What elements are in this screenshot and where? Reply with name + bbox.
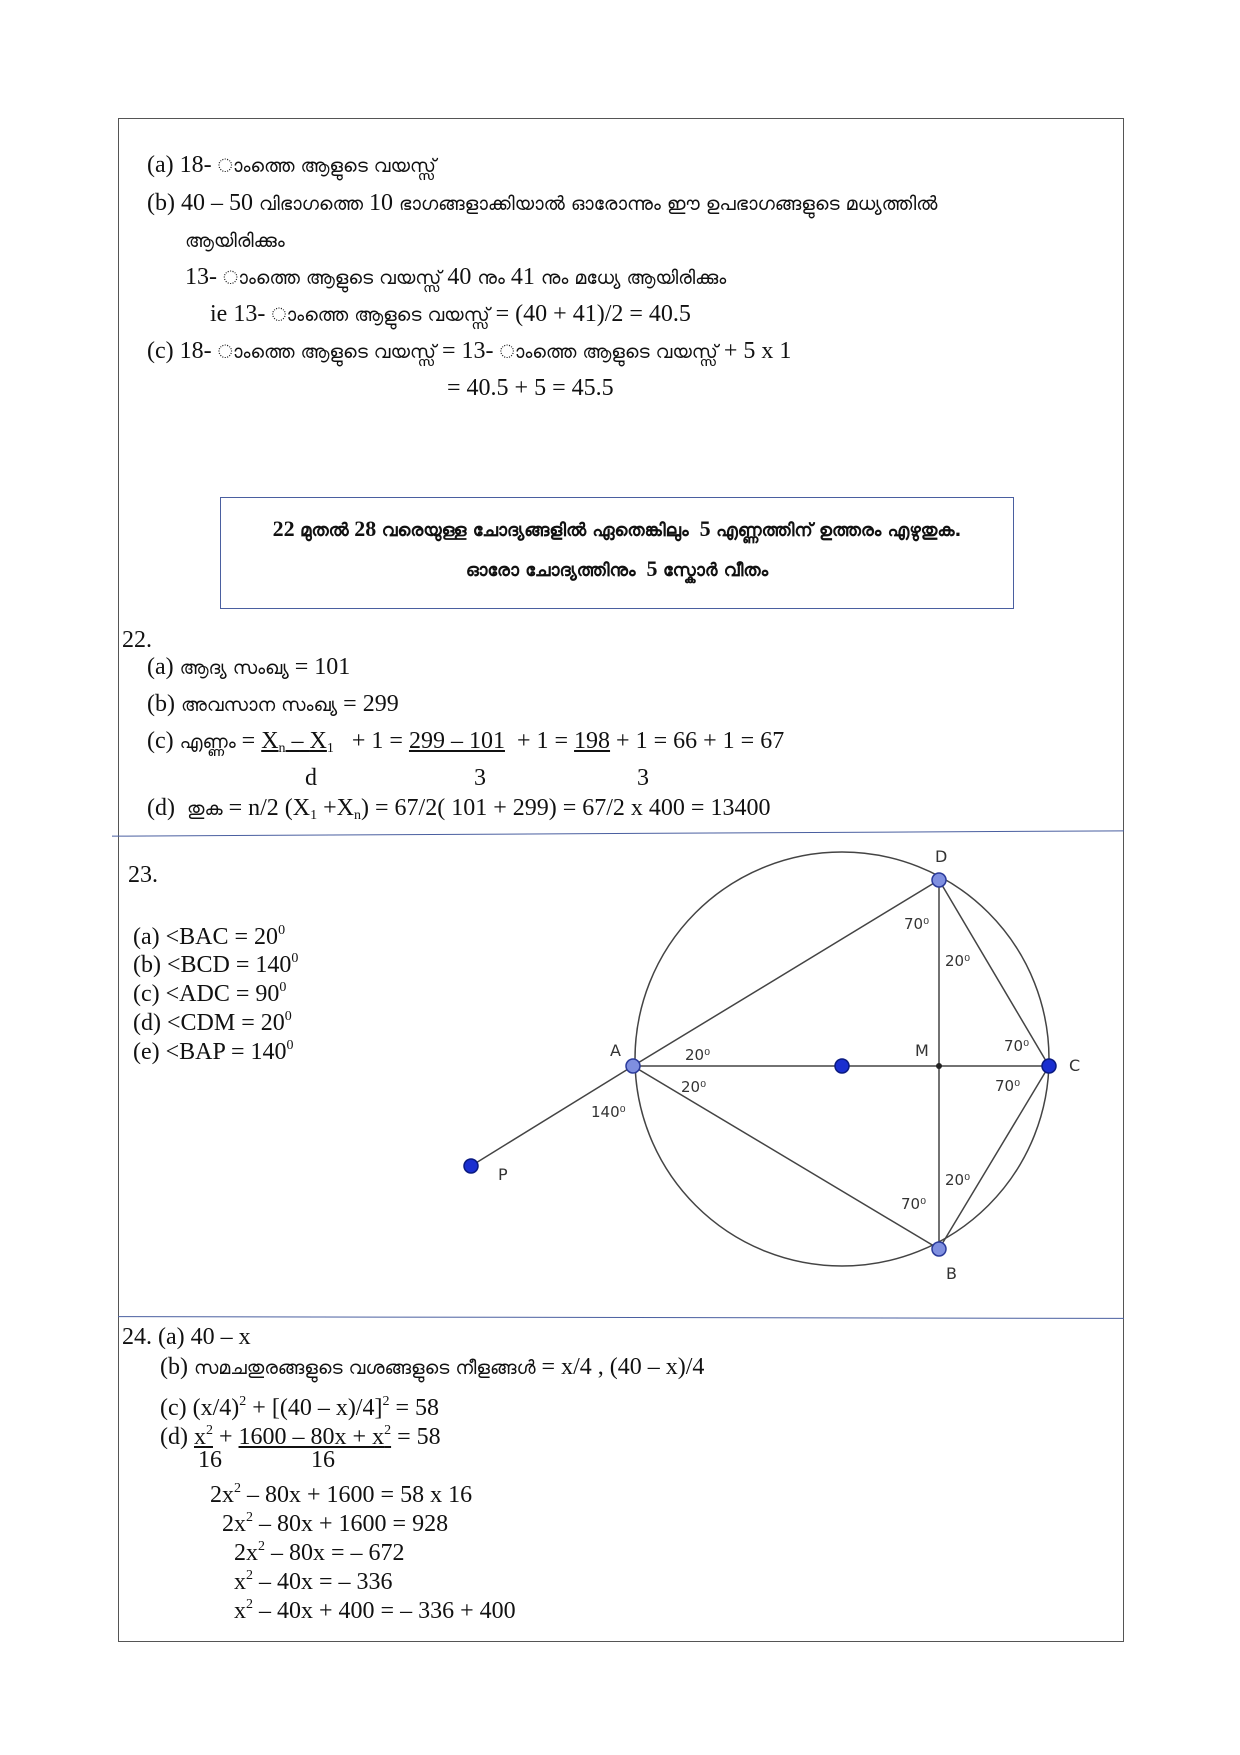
q22-den3: 3 xyxy=(637,765,649,791)
label-a: A xyxy=(610,1041,621,1060)
q24-a: 24. (a) 40 – x xyxy=(122,1324,251,1350)
q24-step-3: $2x^2 - 80x$ = – 672 xyxy=(234,1539,405,1566)
instruction-line-1: 22 മുതൽ 28 വരെയുള്ള ചോദ്യങ്ങളിൽ ഏതെങ്കിലും 5 എണ്ണത്തിന് ഉത്തരം എഴുതുക. xyxy=(272,516,962,541)
sec21-c-line2: = 40.5 + 5 = 45.5 xyxy=(447,375,614,401)
q24-step-5: $x^2 - 40x + 400$ = – 336 + 400 xyxy=(234,1597,516,1624)
label-m: M xyxy=(915,1041,929,1060)
point-a xyxy=(626,1059,640,1073)
q24-step-4: $x^2 - 40x$ = – 336 xyxy=(234,1568,393,1595)
instruction-line-2: ഓരോ ചോദ്യത്തിനും 5 സ്കോർ വീതം xyxy=(465,556,769,581)
angle-d-right: 20⁰ xyxy=(945,952,971,970)
q24-c: (c) $(x/4)^2 + [(40 - x)/4]^2 = 58$ xyxy=(160,1394,440,1421)
q23-answer: $(b) <BCD = 140^0$ xyxy=(133,951,299,978)
center-point xyxy=(835,1059,849,1073)
label-p: P xyxy=(498,1165,508,1184)
line-ad xyxy=(633,880,939,1066)
q22-frac1-num: $X_n - X_1$ xyxy=(261,728,334,756)
angle-d-left: 70⁰ xyxy=(904,915,930,933)
q24-den1: 16 xyxy=(198,1447,222,1473)
angle-b-right: 20⁰ xyxy=(945,1171,971,1189)
q23-answer: $(a) <BAC = 20^0$ xyxy=(133,923,286,950)
q22-b: (b) അവസാന സംഖ്യ = 299 xyxy=(147,691,399,717)
q23-answer: $(c) <ADC = 90^0$ xyxy=(133,980,287,1007)
q22-a: (a) ആദ്യ സംഖ്യ = 101 xyxy=(147,654,351,680)
angle-c-top: 70⁰ xyxy=(1004,1037,1030,1055)
point-c xyxy=(1042,1059,1056,1073)
q22-c: (c) എണ്ണം = $X_n - X_1$ + 1 = 299 – 101 + 1 = 198 + 1 = 66 + 1 = 67 xyxy=(147,728,785,756)
q23-answer: $(e) <BAP = 140^0$ xyxy=(133,1038,294,1065)
q22-d: (d) തുക = n/2 $(X_1 +X_n) = 67/2$( 101 + 299) = 67/2 x 400 = 13400 xyxy=(147,795,771,823)
q23-answer: $(d) <CDM = 20^0$ xyxy=(133,1009,292,1036)
angle-a-exterior: 140⁰ xyxy=(591,1103,626,1121)
sec21-c: (c) 18- ാംത്തെ ആളുടെ വയസ്സ് = 13- ാംത്തെ ആളുടെ വയസ്സ് + 5 x 1 xyxy=(147,338,792,364)
point-m xyxy=(936,1063,942,1069)
q24-step-1: $2x^2 - 80x + 1600 = 58$ x 16 xyxy=(210,1481,473,1508)
q23-number: 23. xyxy=(128,862,158,888)
point-d xyxy=(932,873,946,887)
sec21-b-cont: ആയിരിക്കും xyxy=(185,230,285,252)
q22-den2: 3 xyxy=(474,765,486,791)
sec21-b: (b) 40 – 50 വിഭാഗത്തെ 10 ഭാഗങ്ങളാക്കിയാൽ ഓരോന്നും ഈ ഉപഭാഗങ്ങളുടെ മധ്യത്തിൽ xyxy=(147,190,938,216)
line-dc xyxy=(939,880,1049,1066)
q24-b: (b) സമചതുരങ്ങളുടെ വശങ്ങളുടെ നീളങ്ങൾ = x/4 , (40 – x)/4 xyxy=(160,1354,705,1380)
q22-den1: d xyxy=(305,765,317,791)
q24-den2: 16 xyxy=(311,1447,335,1473)
q22-number: 22. xyxy=(122,627,152,653)
sec21-a: (a) 18- ാംത്തെ ആളുടെ വയസ്സ് xyxy=(147,152,436,178)
label-d: D xyxy=(935,847,948,866)
point-b xyxy=(932,1242,946,1256)
q24-step-2: $2x^2 - 80x + 1600 = 928$ xyxy=(222,1510,449,1537)
q24-d: (d) $x^2 + 1600 - 80x + x^2 = 58$ xyxy=(160,1423,441,1450)
angle-a-top: 20⁰ xyxy=(685,1046,711,1064)
angle-b-left: 70⁰ xyxy=(901,1195,927,1213)
angle-a-bottom: 20⁰ xyxy=(681,1078,707,1096)
sec21-b2: 13- ാംത്തെ ആളുടെ വയസ്സ് 40 നും 41 നും മധ്യേ ആയിരിക്കും xyxy=(185,264,727,290)
angle-c-bottom: 70⁰ xyxy=(995,1077,1021,1095)
label-b: B xyxy=(946,1264,957,1283)
line-ab xyxy=(633,1066,939,1249)
line-cb xyxy=(939,1066,1049,1249)
point-p xyxy=(464,1159,478,1173)
label-c: C xyxy=(1069,1056,1081,1075)
sec21-ie: ie 13- ാംത്തെ ആളുടെ വയസ്സ് = (40 + 41)/2 = 40.5 xyxy=(210,301,691,327)
